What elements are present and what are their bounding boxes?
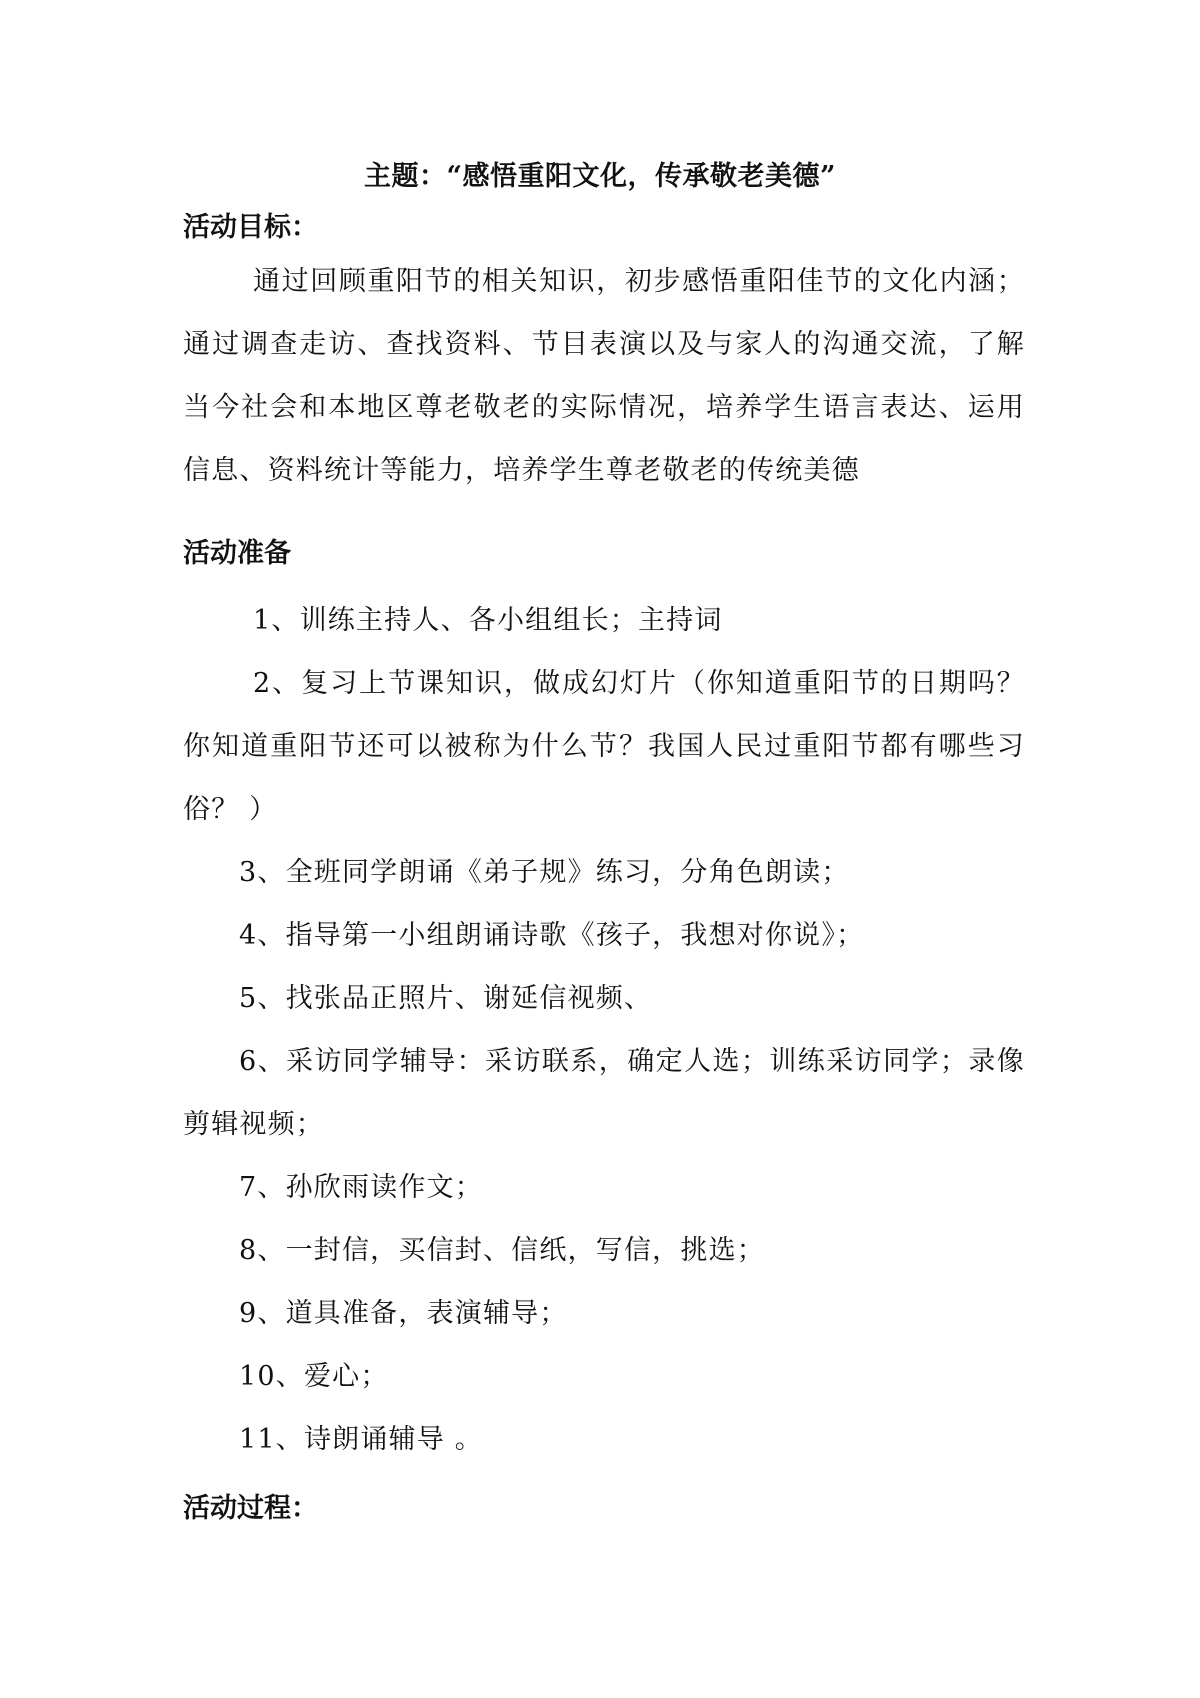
prep-item-5: 5、找张品正照片、谢延信视频、 xyxy=(239,983,653,1014)
prep-item-1: 1、训练主持人、各小组组长；主持词 xyxy=(253,605,723,636)
document-title: 主题：“感悟重阳文化，传承敬老美德” xyxy=(363,161,837,192)
prep-item-9: 9、道具准备，表演辅导； xyxy=(239,1298,568,1329)
prep-item-2: 2、复习上节课知识，做成幻灯片（你知道重阳节的日期吗？你知道重阳节还可以被称为什么节？我国人民过重阳节都有哪些习俗？ ） xyxy=(183,668,1025,825)
prep-item-6: 6、采访同学辅导：采访联系，确定人选；训练采访同学；录像剪辑视频； xyxy=(183,1046,1025,1140)
prep-item-8: 8、一封信，买信封、信纸，写信，挑选； xyxy=(239,1235,765,1266)
heading-activity-goals: 活动目标： xyxy=(183,212,318,243)
prep-item-10: 10、爱心； xyxy=(239,1361,389,1392)
heading-activity-preparation: 活动准备 xyxy=(183,538,291,569)
prep-item-11: 11、诗朗诵辅导 。 xyxy=(239,1424,483,1455)
heading-activity-process: 活动过程： xyxy=(183,1493,318,1524)
prep-item-3: 3、全班同学朗诵《弟子规》练习，分角色朗读； xyxy=(239,857,850,888)
prep-item-4: 4、指导第一小组朗诵诗歌《孩子，我想对你说》； xyxy=(239,920,865,951)
prep-item-7: 7、孙欣雨读作文； xyxy=(239,1172,483,1203)
paragraph-activity-goals: 通过回顾重阳节的相关知识，初步感悟重阳佳节的文化内涵；通过调查走访、查找资料、节目表演以及与家人的沟通交流，了解当今社会和本地区尊老敬老的实际情况，培养学生语言表达、运用信息、资料统计等能力，培养学生尊老敬老的传统美德 xyxy=(183,266,1025,486)
